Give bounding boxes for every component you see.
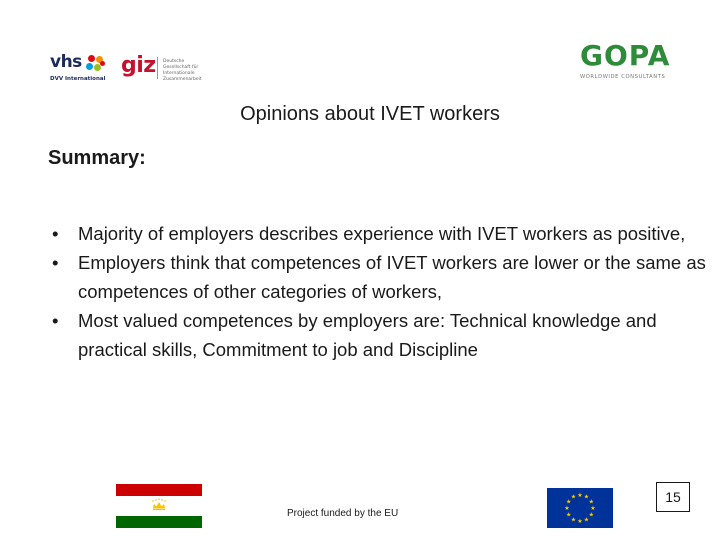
eu-star-icon: ★ (577, 492, 583, 499)
giz-logo (121, 55, 201, 85)
giz-divider (157, 57, 158, 79)
eu-star-icon: ★ (566, 498, 572, 506)
vhs-logo-text: vhs (50, 52, 82, 72)
eu-star-icon: ★ (570, 493, 577, 501)
vhs-dots-icon (86, 55, 106, 75)
funded-by-eu-text: Project funded by the EU (287, 508, 399, 519)
eu-star-icon: ★ (564, 505, 570, 512)
gopa-logo-text: GOPA (580, 39, 671, 72)
bullet-item: • Most valued competences by employers are: Technical knowledge and practical skills, Commitment to job and Discipline (48, 306, 708, 364)
gopa-logo (580, 39, 672, 84)
gopa-logo-subtitle: WORLDWIDE CONSULTANTS (580, 74, 666, 80)
tajikistan-flag-icon (116, 484, 202, 528)
eu-star-icon: ★ (566, 511, 572, 519)
bullet-item: • Employers think that competences of IVET workers are lower or the same as competences of other categories of workers, (48, 248, 708, 306)
eu-stars-icon (547, 488, 613, 528)
giz-logo-subtitle: Deutsche Gesellschaft für Internationale Zusammenarbeit (163, 59, 202, 82)
eu-star-icon: ★ (583, 516, 590, 524)
eu-star-icon: ★ (588, 498, 594, 506)
slide-title: Opinions about IVET workers (240, 103, 500, 125)
eu-star-icon: ★ (583, 493, 590, 501)
crown-icon (149, 498, 169, 514)
bullet-list (48, 219, 708, 364)
vhs-logo-subtitle: DVV International (50, 76, 106, 82)
eu-star-icon: ★ (588, 511, 594, 519)
vhs-logo (50, 52, 108, 88)
summary-label: Summary: (48, 147, 146, 169)
eu-star-icon: ★ (570, 516, 577, 524)
page-number: 15 (656, 482, 690, 512)
eu-star-icon: ★ (590, 505, 596, 512)
eu-flag-icon (547, 488, 613, 528)
eu-star-icon: ★ (577, 518, 583, 525)
bullet-item: • Majority of employers describes experience with IVET workers as positive, (48, 219, 708, 248)
giz-logo-text: giz (121, 53, 156, 78)
